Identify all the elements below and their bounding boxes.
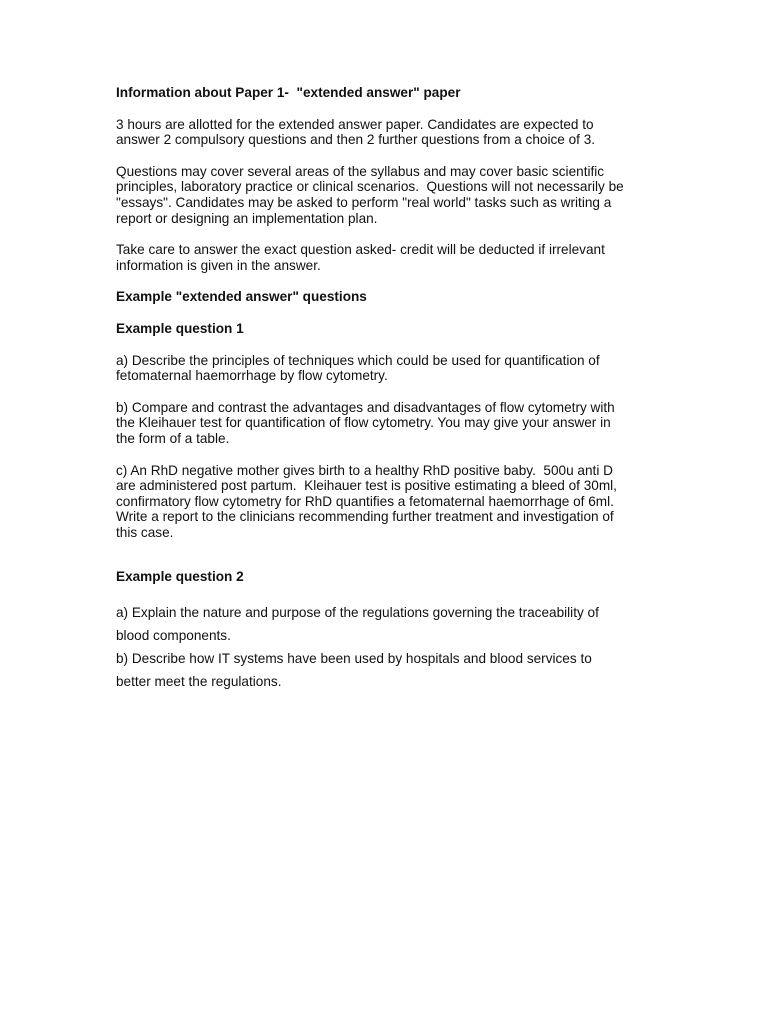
question-2-heading: Example question 2 xyxy=(116,569,244,585)
question-1-part-a xyxy=(116,353,656,384)
intro-paragraph-1 xyxy=(116,117,656,148)
text-line: "essays". Candidates may be asked to perform "real world" tasks such as writing a xyxy=(116,194,612,210)
text-line: confirmatory flow cytometry for RhD quantifies a fetomaternal haemorrhage of 6ml. xyxy=(116,493,614,509)
text-line: report or designing an implementation plan. xyxy=(116,210,378,226)
text-line: information is given in the answer. xyxy=(116,257,321,273)
text-line: b) Compare and contrast the advantages and disadvantages of flow cytometry with xyxy=(116,399,615,415)
text-line: the Kleihauer test for quantification of flow cytometry. You may give your answer in xyxy=(116,415,611,431)
text-line: Take care to answer the exact question asked- credit will be deducted if irrelevant xyxy=(116,242,605,258)
text-line: answer 2 compulsory questions and then 2 further questions from a choice of 3. xyxy=(116,132,596,148)
text-line: are administered post partum. Kleihauer test is positive estimating a bleed of 30ml, xyxy=(116,478,617,494)
text-line: Write a report to the clinicians recommending further treatment and investigation of xyxy=(116,509,614,525)
text-line: principles, laboratory practice or clinical scenarios. Questions will not necessarily be xyxy=(116,179,624,195)
document-page xyxy=(116,85,656,693)
document-heading: Information about Paper 1- "extended answer" paper xyxy=(116,85,461,100)
text-line: better meet the regulations. xyxy=(116,674,282,690)
text-line: a) Describe the principles of techniques which could be used for quantification of xyxy=(116,352,600,368)
intro-paragraph-2 xyxy=(116,164,656,226)
text-line: blood components. xyxy=(116,628,231,644)
intro-paragraph-3 xyxy=(116,242,656,273)
question-1-part-c xyxy=(116,463,656,541)
text-line: Questions may cover several areas of the syllabus and may cover basic scientific xyxy=(116,163,605,179)
question-1-part-b xyxy=(116,400,656,447)
text-line: fetomaternal haemorrhage by flow cytometry. xyxy=(116,368,388,384)
question-2-part-b xyxy=(116,647,656,693)
text-line: a) Explain the nature and purpose of the regulations governing the traceability of xyxy=(116,605,599,621)
text-line: b) Describe how IT systems have been used by hospitals and blood services to xyxy=(116,651,592,667)
text-line: the form of a table. xyxy=(116,430,230,446)
text-line: 3 hours are allotted for the extended answer paper. Candidates are expected to xyxy=(116,116,594,132)
text-line: c) An RhD negative mother gives birth to a healthy RhD positive baby. 500u anti D xyxy=(116,462,613,478)
question-1-heading: Example question 1 xyxy=(116,320,244,336)
examples-heading: Example "extended answer" questions xyxy=(116,289,367,305)
text-line: this case. xyxy=(116,524,174,540)
question-2-part-a xyxy=(116,601,656,647)
